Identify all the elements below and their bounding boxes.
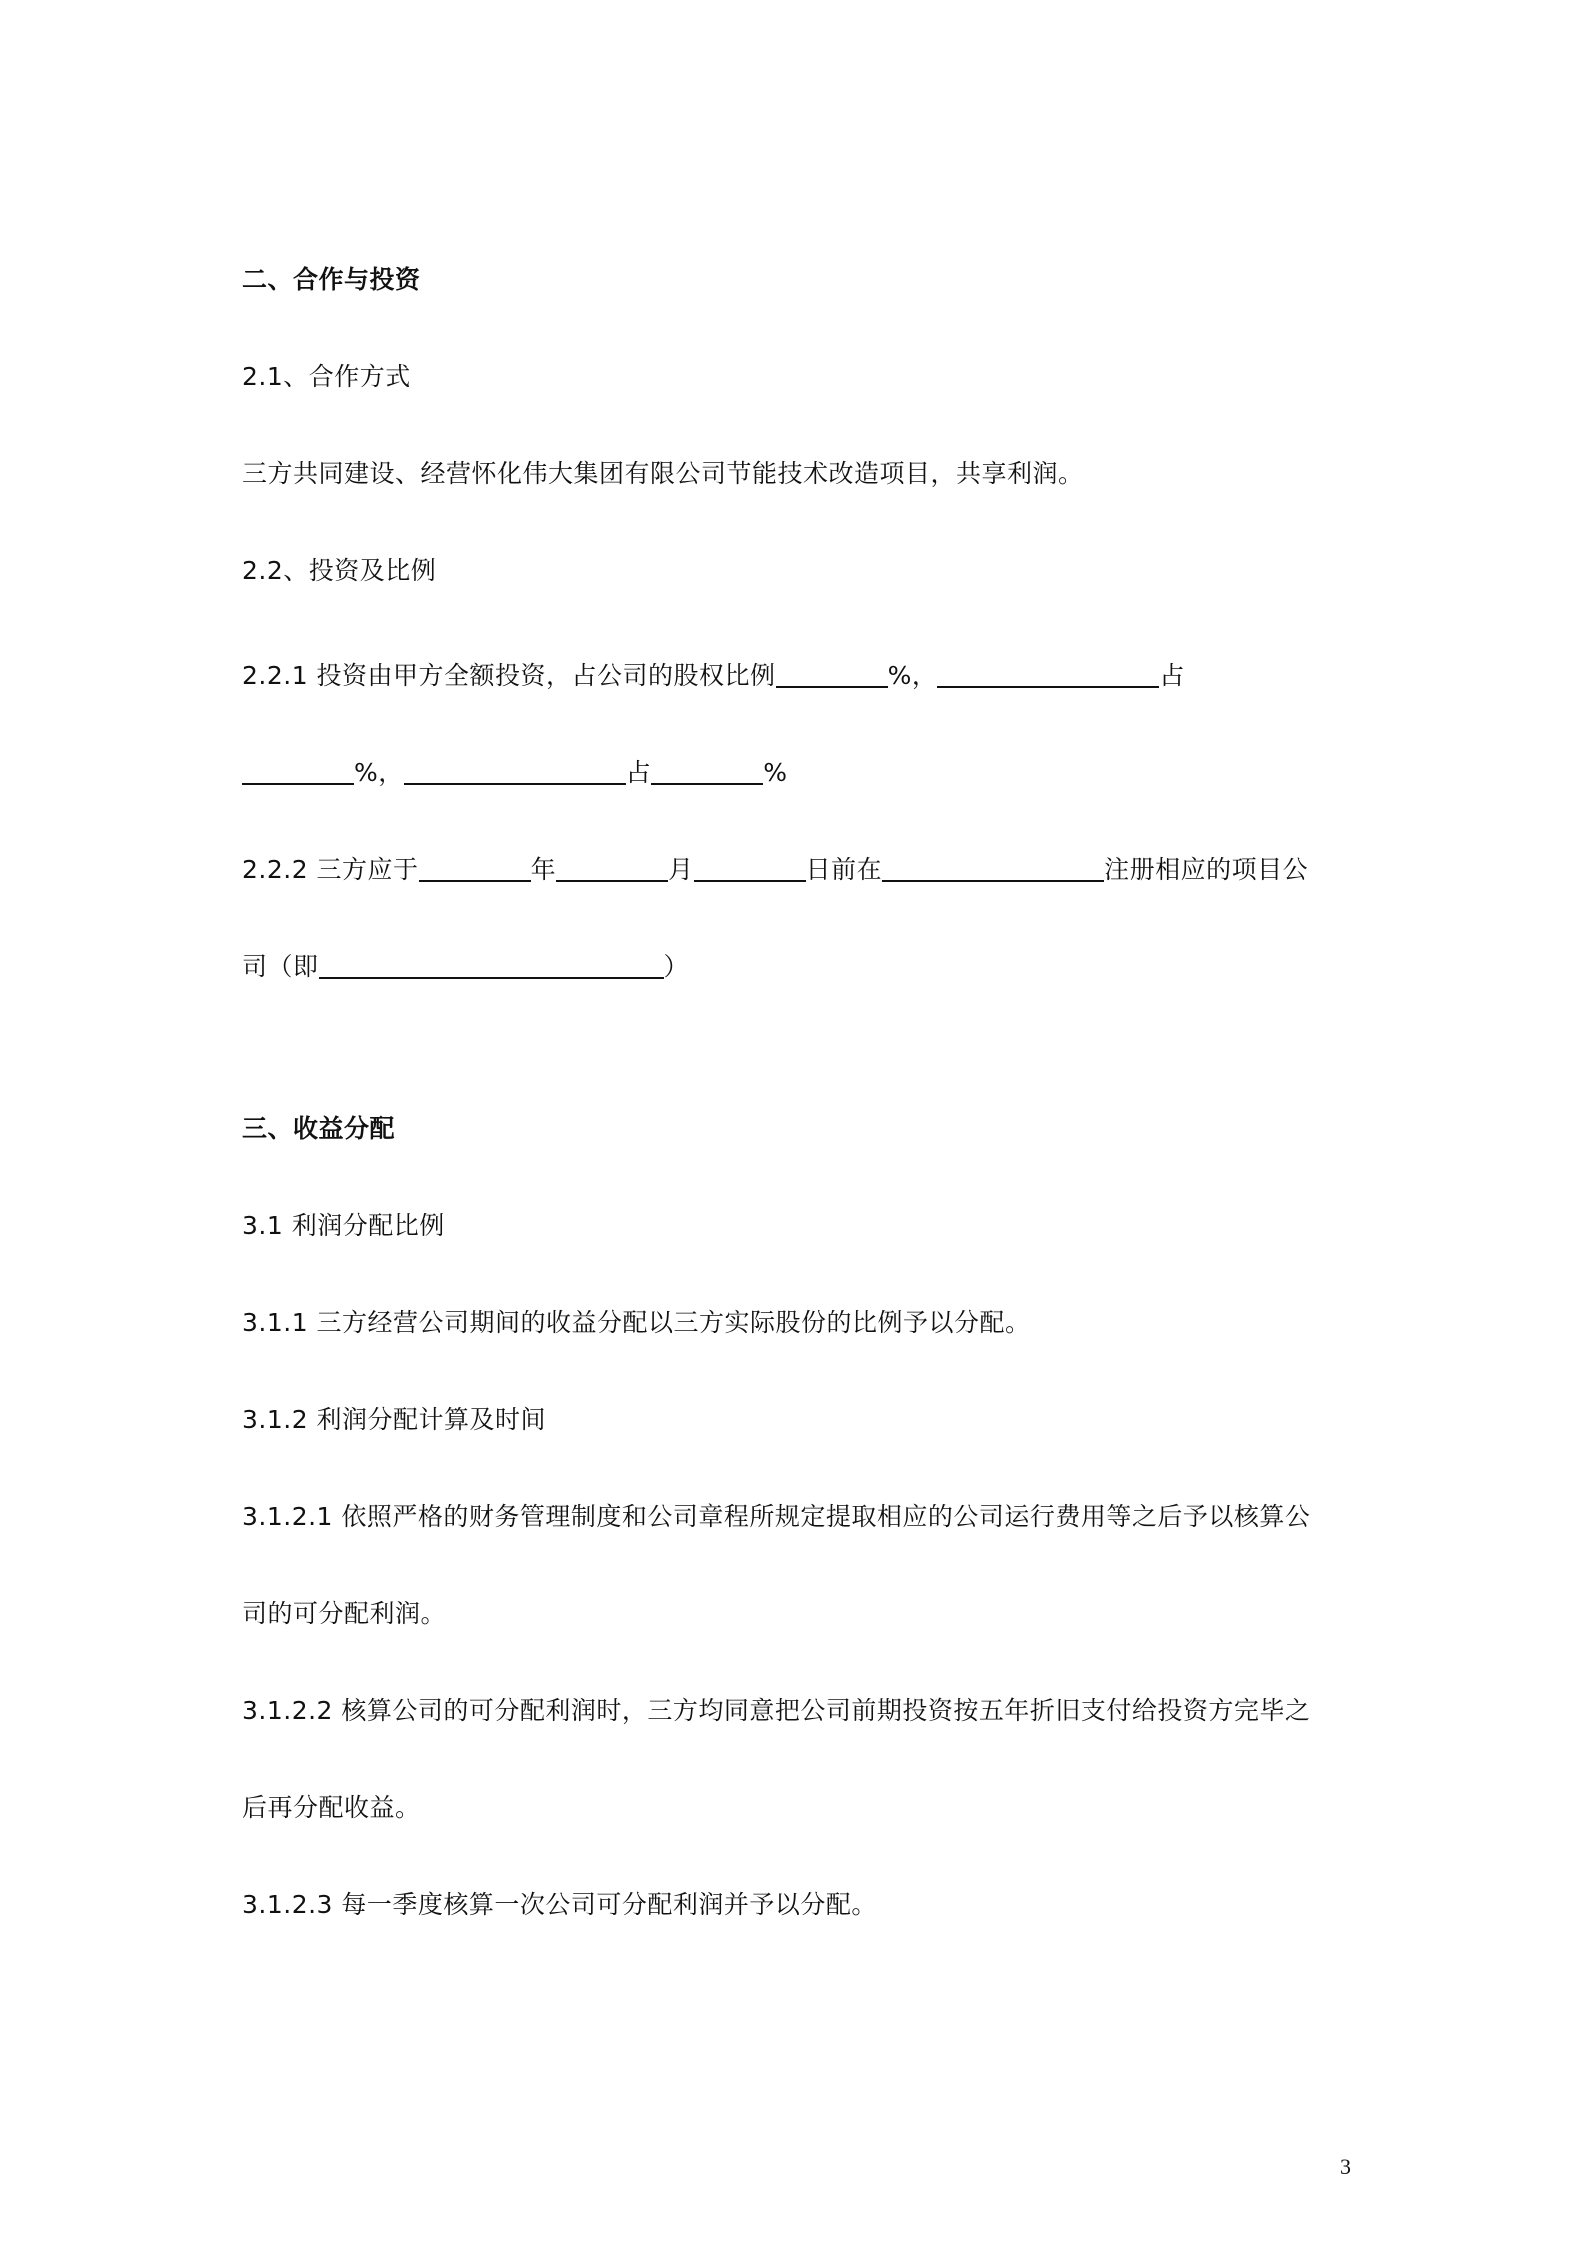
year-blank[interactable]: [419, 856, 531, 882]
section-3-1-title: 3.1 利润分配比例: [242, 1211, 445, 1240]
clause-text: %，: [354, 758, 404, 787]
month-blank[interactable]: [556, 856, 668, 882]
clause-text: 司（即: [242, 952, 319, 981]
section-2-1-text: 三方共同建设、经营怀化伟大集团有限公司节能技术改造项目，共享利润。: [242, 459, 1084, 488]
section-2-2-1-line-2: [242, 756, 788, 790]
equity-percent-blank[interactable]: [776, 662, 888, 688]
section-2-2-1-line-1: [242, 659, 1185, 693]
clause-text: 2.2.1 投资由甲方全额投资，占公司的股权比例: [242, 661, 776, 690]
clause-text: ）: [663, 952, 690, 981]
party-name-blank[interactable]: [937, 662, 1159, 688]
section-3-1-1-text: 3.1.1 三方经营公司期间的收益分配以三方实际股份的比例予以分配。: [242, 1308, 1031, 1337]
registration-place-blank[interactable]: [882, 856, 1104, 882]
equity-percent-blank[interactable]: [242, 759, 354, 785]
clause-text: 日前在: [805, 855, 883, 884]
clause-text: 月: [668, 855, 694, 884]
section-3-1-2-2-line-2: 后再分配收益。: [242, 1793, 421, 1822]
section-3-heading: 三、收益分配: [242, 1114, 396, 1143]
section-3-1-2-1-line-1: 3.1.2.1 依照严格的财务管理制度和公司章程所规定提取相应的公司运行费用等之后予以核算公: [242, 1502, 1311, 1531]
clause-text: 注册相应的项目公: [1104, 855, 1309, 884]
clause-text: %，: [887, 661, 938, 690]
section-2-1-title: 2.1、合作方式: [242, 362, 411, 391]
section-2-2-2-line-2: [242, 950, 689, 984]
party-name-blank[interactable]: [404, 759, 626, 785]
clause-text: 2.2.2 三方应于: [242, 855, 419, 884]
section-3-1-2-title: 3.1.2 利润分配计算及时间: [242, 1405, 547, 1434]
clause-text: %: [763, 758, 788, 787]
section-3-1-2-2-line-1: 3.1.2.2 核算公司的可分配利润时，三方均同意把公司前期投资按五年折旧支付给投资方完毕之: [242, 1696, 1311, 1725]
page-number: 3: [1340, 2154, 1351, 2179]
section-2-heading: 二、合作与投资: [242, 265, 421, 294]
clause-text: 占: [625, 758, 652, 787]
equity-percent-blank[interactable]: [651, 759, 763, 785]
section-2-2-title: 2.2、投资及比例: [242, 556, 437, 585]
clause-text: 占: [1159, 661, 1185, 690]
day-blank[interactable]: [694, 856, 806, 882]
section-3-1-2-3-text: 3.1.2.3 每一季度核算一次公司可分配利润并予以分配。: [242, 1890, 877, 1919]
section-2-2-2-line-1: [242, 853, 1308, 887]
section-3-1-2-1-line-2: 司的可分配利润。: [242, 1599, 447, 1628]
company-name-blank[interactable]: [319, 953, 664, 979]
clause-text: 年: [530, 855, 557, 884]
